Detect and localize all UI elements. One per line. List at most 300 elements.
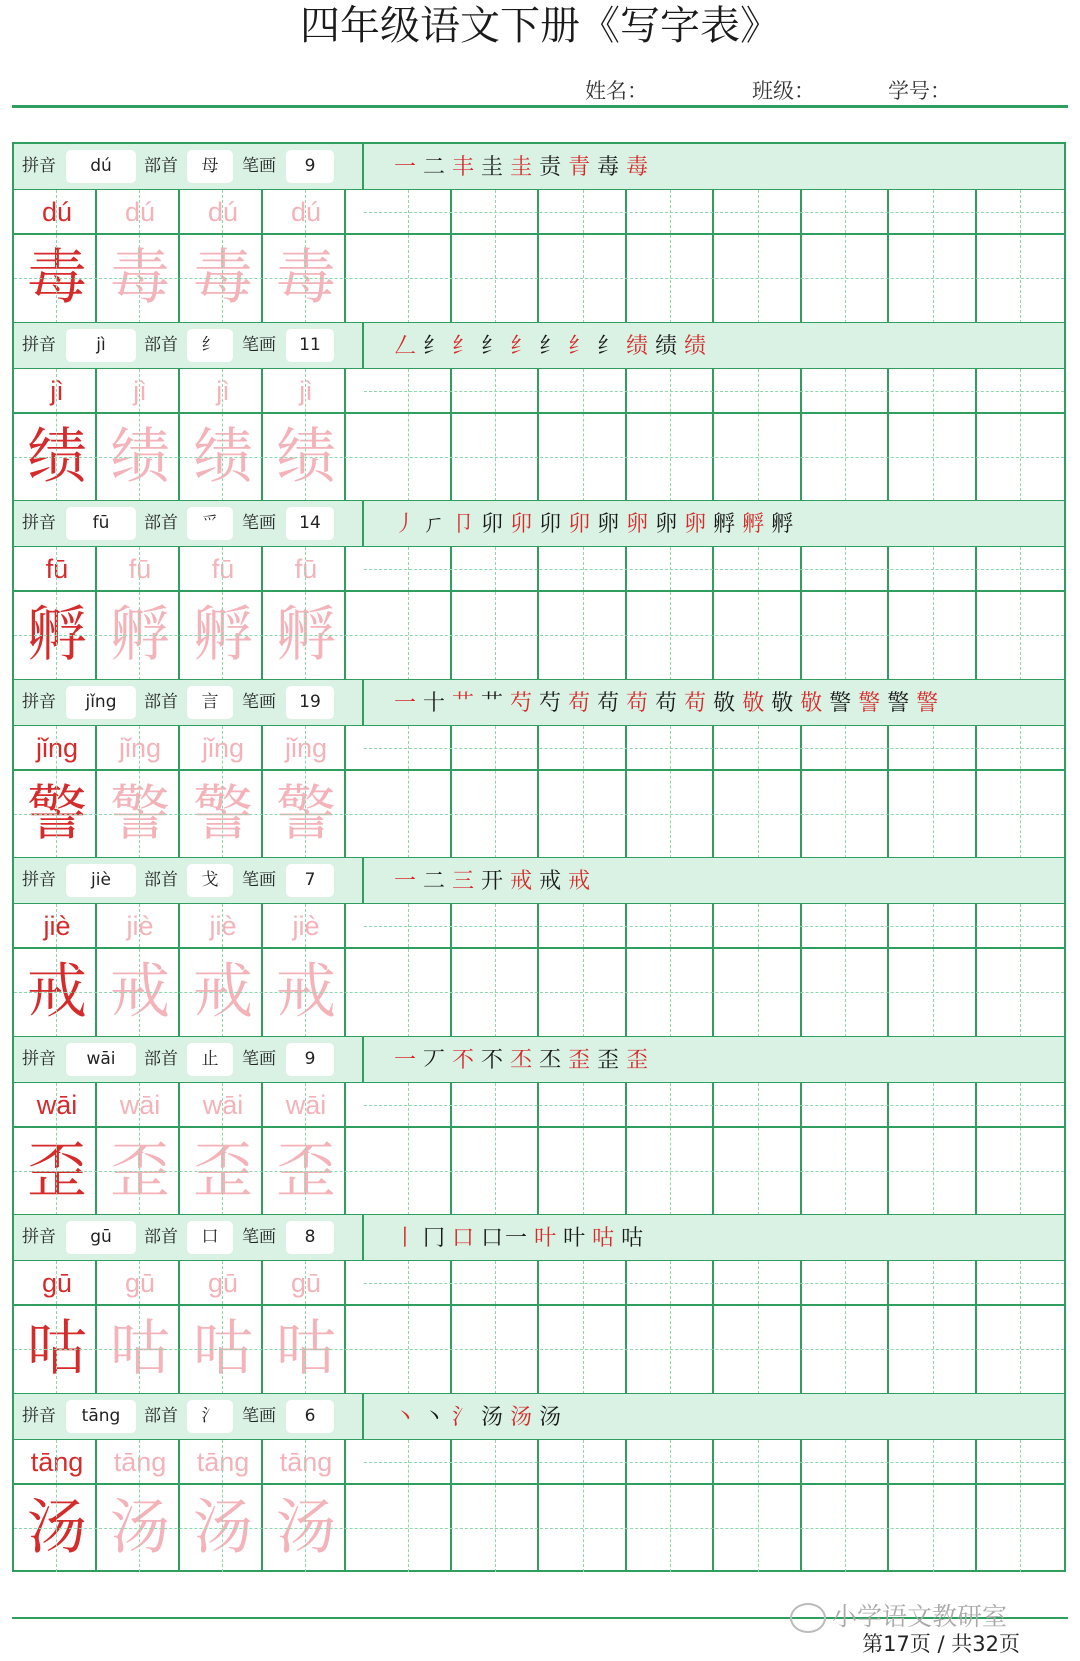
pinyin-trace: tāng — [196, 1446, 250, 1477]
hanzi-model: 歪 — [27, 1135, 87, 1206]
name-field-label: 姓名： — [585, 79, 648, 103]
guide-line — [845, 547, 846, 680]
guide-line — [495, 1083, 496, 1216]
stroke-step: 叶 — [534, 1226, 559, 1251]
stroke-step: 丶 — [423, 1404, 448, 1430]
pinyin-trace: jì — [299, 375, 313, 406]
entry-meta — [14, 1215, 364, 1260]
page-number: 第17页 / 共32页 — [862, 1632, 1020, 1656]
guide-line — [139, 369, 140, 502]
hanzi-trace: 汤 — [276, 1492, 336, 1563]
stroke-step: 苟 — [597, 690, 622, 716]
stroke-step: 歪 — [568, 1047, 593, 1073]
watermark-text: 小学语文教研室 — [832, 1602, 1008, 1631]
hanzi-model: 警 — [27, 778, 87, 849]
guide-line — [933, 726, 934, 859]
stroke-step: 叶 — [563, 1226, 588, 1251]
hanzi-trace: 警 — [110, 778, 170, 849]
pinyin-label: 拼音 — [22, 1227, 56, 1247]
stroke-step: 卯 — [481, 512, 506, 537]
pinyin-trace: dú — [124, 197, 156, 227]
guide-line — [139, 190, 140, 323]
pinyin-trace: wāi — [285, 1089, 327, 1120]
guide-line — [56, 547, 57, 680]
stroke-step: 警 — [858, 690, 883, 716]
guide-line — [670, 369, 671, 502]
stroke-step: 卵 — [626, 512, 651, 537]
guide-line — [14, 1171, 1064, 1172]
entry-meta — [14, 323, 364, 368]
guide-line — [222, 547, 223, 680]
pinyin-model: dú — [41, 197, 73, 227]
guide-line — [14, 457, 1064, 458]
stroke-step: 孵 — [713, 512, 738, 537]
pinyin-model: jǐng — [35, 732, 79, 763]
radical-value: 戈 — [187, 864, 233, 897]
row-divider — [14, 412, 1064, 414]
pinyin-model: jì — [50, 375, 64, 406]
guide-line — [1020, 1083, 1021, 1216]
stroke-step: 纟 — [452, 333, 477, 359]
hanzi-trace: 咕 — [110, 1314, 170, 1384]
stroke-step: 圭 — [510, 155, 535, 180]
pinyin-trace: jǐng — [284, 732, 328, 763]
guide-line — [933, 904, 934, 1037]
hanzi-trace: 戒 — [193, 957, 253, 1027]
stroke-step: 开 — [481, 869, 506, 894]
strokes-value: 6 — [286, 1400, 334, 1433]
strokes-label: 笔画 — [242, 1405, 276, 1426]
guide-line — [495, 190, 496, 323]
hanzi-trace: 咕 — [276, 1314, 336, 1384]
guide-line — [408, 369, 409, 502]
hanzi-model: 戒 — [27, 957, 87, 1027]
guide-line — [408, 904, 409, 1037]
strokes-label: 笔画 — [242, 691, 276, 712]
pinyin-value: fū — [66, 507, 136, 540]
pinyin-label: 拼音 — [22, 1405, 56, 1426]
stroke-step: 苟 — [626, 690, 651, 716]
strokes-label: 笔画 — [242, 513, 276, 533]
guide-line — [305, 1083, 306, 1216]
stroke-step: 苟 — [684, 690, 709, 716]
stroke-step: 纟 — [481, 333, 506, 359]
stroke-order — [394, 1215, 650, 1260]
guide-line — [14, 635, 1064, 636]
pinyin-value: jǐng — [66, 686, 136, 719]
stroke-step: 敬 — [800, 690, 825, 716]
strokes-label: 笔画 — [242, 334, 276, 355]
stroke-step: 咕 — [592, 1226, 617, 1251]
entry-info-bar — [14, 680, 1064, 726]
guide-line — [758, 1440, 759, 1573]
stroke-step: 丨 — [394, 1226, 419, 1251]
radical-label: 部首 — [144, 870, 178, 890]
hanzi-model: 绩 — [27, 421, 87, 492]
stroke-step: 警 — [916, 690, 941, 716]
pinyin-model: tāng — [30, 1446, 84, 1477]
stroke-step: 汤 — [481, 1404, 506, 1430]
entry-meta — [14, 1394, 364, 1439]
strokes-value: 9 — [286, 1043, 334, 1076]
stroke-step: 警 — [887, 690, 912, 716]
page-title: 四年级语文下册《写字表》 — [300, 3, 780, 49]
guide-line — [583, 369, 584, 502]
pinyin-trace: gū — [207, 1268, 239, 1298]
guide-line — [758, 1261, 759, 1394]
radical-label: 部首 — [144, 691, 178, 712]
char-entry — [14, 1037, 1064, 1216]
student-fields — [0, 74, 1080, 108]
stroke-step: ㄏ — [423, 512, 448, 537]
guide-line — [933, 190, 934, 323]
entry-info-bar — [14, 501, 1064, 547]
guide-line — [364, 1283, 1064, 1284]
guide-line — [305, 190, 306, 323]
header-rule — [12, 105, 1068, 108]
pinyin-trace: wāi — [202, 1089, 244, 1120]
entry-info-bar — [14, 323, 1064, 369]
pinyin-value: jiè — [66, 864, 136, 897]
pinyin-label: 拼音 — [22, 691, 56, 712]
guide-line — [583, 1083, 584, 1216]
stroke-step: 毒 — [597, 155, 622, 180]
stroke-order — [394, 858, 597, 903]
radical-label: 部首 — [144, 156, 178, 176]
radical-label: 部首 — [144, 1227, 178, 1247]
stroke-step: 丕 — [539, 1047, 564, 1073]
stroke-step: 孵 — [771, 512, 796, 537]
stroke-order — [394, 1394, 568, 1439]
guide-line — [670, 726, 671, 859]
guide-line — [1020, 726, 1021, 859]
guide-line — [670, 1440, 671, 1573]
guide-line — [222, 369, 223, 502]
guide-line — [408, 547, 409, 680]
row-divider — [14, 769, 1064, 771]
guide-line — [408, 726, 409, 859]
stroke-step: 一 — [394, 690, 419, 716]
hanzi-trace: 戒 — [110, 957, 170, 1027]
wechat-icon — [790, 1603, 826, 1633]
guide-line — [14, 1349, 1064, 1350]
guide-line — [56, 904, 57, 1037]
radical-label: 部首 — [144, 1405, 178, 1426]
guide-line — [583, 726, 584, 859]
pinyin-label: 拼音 — [22, 334, 56, 355]
stroke-step: 苟 — [655, 690, 680, 716]
strokes-value: 9 — [286, 150, 334, 183]
guide-line — [583, 547, 584, 680]
hanzi-trace: 孵 — [110, 600, 170, 670]
stroke-order — [394, 323, 713, 368]
stroke-step: 二 — [423, 869, 448, 894]
guide-line — [1020, 190, 1021, 323]
guide-line — [1020, 369, 1021, 502]
entry-meta — [14, 144, 364, 189]
stroke-step: 芍 — [510, 690, 535, 716]
guide-line — [305, 547, 306, 680]
char-entry — [14, 680, 1064, 859]
guide-line — [1020, 1440, 1021, 1573]
stroke-step: 三 — [452, 869, 477, 894]
stroke-step: 口 — [452, 1226, 477, 1251]
guide-line — [139, 1440, 140, 1573]
stroke-step: 卩 — [452, 512, 477, 537]
pinyin-model: jiè — [43, 911, 71, 941]
guide-line — [364, 926, 1064, 927]
guide-line — [1020, 1261, 1021, 1394]
pinyin-trace: jǐng — [118, 732, 162, 763]
stroke-order — [394, 501, 800, 546]
stroke-step: 卯 — [568, 512, 593, 537]
radical-value: 纟 — [187, 329, 233, 362]
entry-meta — [14, 501, 364, 546]
guide-line — [1020, 904, 1021, 1037]
pinyin-value: gū — [66, 1221, 136, 1254]
writing-sheet — [12, 142, 1066, 1572]
guide-line — [222, 1261, 223, 1394]
strokes-value: 19 — [286, 686, 334, 719]
guide-line — [408, 1261, 409, 1394]
pinyin-trace: wāi — [119, 1089, 161, 1120]
pinyin-trace: gū — [124, 1268, 156, 1298]
hanzi-trace: 绩 — [110, 421, 170, 492]
stroke-step: 卵 — [655, 512, 680, 537]
pinyin-value: jì — [66, 329, 136, 362]
guide-line — [305, 1440, 306, 1573]
char-entry — [14, 323, 1064, 502]
hanzi-trace: 毒 — [276, 243, 336, 313]
hanzi-trace: 汤 — [193, 1492, 253, 1563]
stroke-step: 纟 — [597, 333, 622, 359]
stroke-step: 丰 — [452, 155, 477, 180]
guide-line — [758, 369, 759, 502]
stroke-step: 敬 — [771, 690, 796, 716]
hanzi-trace: 汤 — [110, 1492, 170, 1563]
guide-line — [364, 569, 1064, 570]
hanzi-trace: 绩 — [276, 421, 336, 492]
stroke-step: 艹 — [481, 690, 506, 716]
strokes-label: 笔画 — [242, 1227, 276, 1247]
pinyin-model: fū — [45, 554, 69, 584]
stroke-step: 𠃋 — [394, 333, 419, 359]
guide-line — [845, 1083, 846, 1216]
guide-line — [933, 1440, 934, 1573]
pinyin-trace: jiè — [292, 911, 320, 941]
entry-info-bar — [14, 1215, 1064, 1261]
guide-line — [305, 1261, 306, 1394]
stroke-step: 戒 — [568, 869, 593, 894]
row-divider — [14, 947, 1064, 949]
pinyin-trace: fū — [128, 554, 152, 584]
pinyin-trace: jì — [216, 375, 230, 406]
stroke-step: 纟 — [568, 333, 593, 359]
radical-label: 部首 — [144, 1048, 178, 1069]
entry-info-bar — [14, 144, 1064, 190]
hanzi-trace: 孵 — [193, 600, 253, 670]
guide-line — [933, 547, 934, 680]
stroke-step: 咕 — [621, 1226, 646, 1251]
guide-line — [408, 1440, 409, 1573]
guide-line — [670, 1261, 671, 1394]
stroke-step: 责 — [539, 155, 564, 180]
hanzi-trace: 歪 — [193, 1135, 253, 1206]
entry-meta — [14, 680, 364, 725]
stroke-order — [394, 144, 655, 189]
strokes-value: 7 — [286, 864, 334, 897]
guide-line — [222, 190, 223, 323]
guide-line — [845, 1440, 846, 1573]
stroke-step: 一 — [394, 1047, 419, 1073]
guide-line — [56, 1440, 57, 1573]
pinyin-trace: jiè — [126, 911, 154, 941]
row-divider — [14, 1304, 1064, 1306]
stroke-step: 一 — [394, 869, 419, 894]
guide-line — [495, 904, 496, 1037]
stroke-step: 警 — [829, 690, 854, 716]
pinyin-trace: dú — [290, 197, 322, 227]
stroke-step: 圭 — [481, 155, 506, 180]
guide-line — [222, 726, 223, 859]
pinyin-trace: gū — [290, 1268, 322, 1298]
radical-label: 部首 — [144, 334, 178, 355]
guide-line — [758, 904, 759, 1037]
stroke-step: 丿 — [394, 512, 419, 537]
entry-info-bar — [14, 1394, 1064, 1440]
strokes-value: 8 — [286, 1221, 334, 1254]
pinyin-label: 拼音 — [22, 1048, 56, 1069]
char-entry — [14, 1215, 1064, 1394]
stroke-order — [394, 1037, 655, 1082]
guide-line — [408, 1083, 409, 1216]
stroke-step: 丆 — [423, 1047, 448, 1073]
radical-value: 口 — [187, 1221, 233, 1254]
guide-line — [14, 992, 1064, 993]
guide-line — [364, 1105, 1064, 1106]
guide-line — [495, 547, 496, 680]
guide-line — [933, 1261, 934, 1394]
guide-line — [139, 1261, 140, 1394]
guide-line — [222, 1440, 223, 1573]
stroke-step: 毒 — [626, 155, 651, 180]
stroke-step: 卵 — [684, 512, 709, 537]
guide-line — [14, 814, 1064, 815]
guide-line — [933, 1083, 934, 1216]
id-field-label: 学号： — [888, 79, 951, 103]
hanzi-trace: 孵 — [276, 600, 336, 670]
stroke-step: 二 — [423, 155, 448, 180]
hanzi-trace: 歪 — [276, 1135, 336, 1206]
guide-line — [364, 1462, 1064, 1463]
stroke-step: 绩 — [626, 333, 651, 359]
stroke-step: 艹 — [452, 690, 477, 716]
stroke-step: 敬 — [742, 690, 767, 716]
guide-line — [933, 369, 934, 502]
guide-line — [583, 190, 584, 323]
hanzi-model: 孵 — [27, 600, 87, 670]
guide-line — [845, 904, 846, 1037]
row-divider — [14, 590, 1064, 592]
entry-info-bar — [14, 1037, 1064, 1083]
pinyin-label: 拼音 — [22, 513, 56, 533]
hanzi-model: 汤 — [27, 1492, 87, 1563]
stroke-step: 苟 — [568, 690, 593, 716]
guide-line — [758, 1083, 759, 1216]
strokes-value: 14 — [286, 507, 334, 540]
guide-line — [56, 1083, 57, 1216]
radical-value: 母 — [187, 150, 233, 183]
stroke-step: 青 — [568, 155, 593, 180]
guide-line — [14, 278, 1064, 279]
stroke-step: 卵 — [597, 512, 622, 537]
radical-value: 言 — [187, 686, 233, 719]
pinyin-value: wāi — [66, 1043, 136, 1076]
pinyin-trace: tāng — [279, 1446, 333, 1477]
hanzi-trace: 毒 — [193, 243, 253, 313]
guide-line — [495, 726, 496, 859]
pinyin-trace: dú — [207, 197, 239, 227]
guide-line — [364, 748, 1064, 749]
strokes-label: 笔画 — [242, 156, 276, 176]
stroke-step: 敬 — [713, 690, 738, 716]
guide-line — [305, 369, 306, 502]
guide-line — [495, 369, 496, 502]
stroke-step: 卯 — [510, 512, 535, 537]
pinyin-trace: tāng — [113, 1446, 167, 1477]
radical-value: 止 — [187, 1043, 233, 1076]
guide-line — [758, 547, 759, 680]
stroke-step: 一 — [394, 155, 419, 180]
guide-line — [845, 726, 846, 859]
char-entry — [14, 1394, 1064, 1573]
radical-label: 部首 — [144, 513, 178, 533]
guide-line — [305, 726, 306, 859]
stroke-step: 氵 — [452, 1404, 477, 1430]
pinyin-trace: jǐng — [201, 732, 245, 763]
pinyin-trace: fū — [211, 554, 235, 584]
stroke-step: 歪 — [626, 1047, 651, 1073]
guide-line — [222, 1083, 223, 1216]
strokes-label: 笔画 — [242, 870, 276, 890]
stroke-step: 纟 — [423, 333, 448, 359]
strokes-label: 笔画 — [242, 1048, 276, 1069]
hanzi-trace: 歪 — [110, 1135, 170, 1206]
guide-line — [14, 1528, 1064, 1529]
stroke-step: 丶 — [394, 1404, 419, 1430]
class-field-label: 班级： — [752, 79, 815, 103]
guide-line — [56, 1261, 57, 1394]
guide-line — [1020, 547, 1021, 680]
pinyin-trace: jì — [133, 375, 147, 406]
hanzi-trace: 警 — [276, 778, 336, 849]
stroke-step: 绩 — [655, 333, 680, 359]
guide-line — [56, 726, 57, 859]
row-divider — [14, 233, 1064, 235]
stroke-step: 歪 — [597, 1047, 622, 1073]
entry-meta — [14, 858, 364, 903]
guide-line — [670, 904, 671, 1037]
guide-line — [583, 1261, 584, 1394]
pinyin-label: 拼音 — [22, 870, 56, 890]
stroke-step: 汤 — [539, 1404, 564, 1430]
hanzi-trace: 毒 — [110, 243, 170, 313]
hanzi-trace: 警 — [193, 778, 253, 849]
stroke-step: 不 — [481, 1047, 506, 1073]
stroke-step: 口一 — [481, 1226, 530, 1251]
guide-line — [758, 190, 759, 323]
guide-line — [670, 1083, 671, 1216]
